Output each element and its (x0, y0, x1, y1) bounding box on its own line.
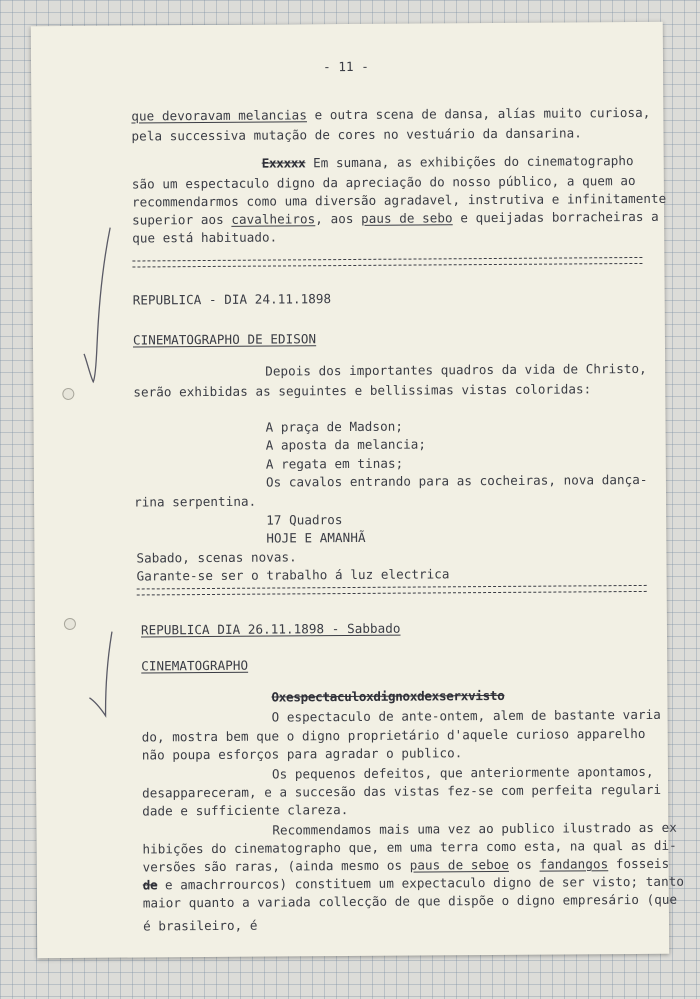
struck-word: de (142, 877, 158, 893)
list-item: 17 Quadros (266, 512, 343, 528)
text-line: Garante-se ser o trabalho á luz electrica (136, 566, 450, 584)
punch-hole-icon (64, 618, 76, 630)
text-line: é brasileiro, é (142, 917, 258, 934)
text-line: pela successiva mutação de cores no vestuário da dansarina. (131, 125, 582, 144)
underlined-phrase: paus de seboe (409, 856, 510, 873)
text-span: , aos (315, 210, 362, 227)
underlined-phrase: que devoravam melancias (131, 107, 307, 124)
text-line: maior quanto a variada collecção de que dispõe o digno empresário (que (142, 891, 678, 911)
text-span: e amachrrourcos) constituem um expectaculo digno de ser visto; tanto (157, 873, 684, 893)
page-number: - 11 - (322, 58, 369, 75)
text-line: Os pequenos defeitos, que anteriormente apontamos, (271, 763, 654, 782)
text-line (132, 208, 659, 230)
list-item: A regata em tinas; (265, 455, 404, 472)
text-line: recommendarmos como uma diversão agradavel, instrutiva e infinitamente (131, 190, 667, 210)
text-line: serão exhibidas as seguintes e bellissimas vistas coloridas: (133, 381, 592, 400)
list-item: A praça de Madson; (265, 418, 403, 435)
text-line: são um espectaculo digno da apreciação do nosso público, a quem ao (131, 172, 636, 192)
section-heading: REPUBLICA DIA 26.11.1898 - Sabbado (140, 620, 401, 638)
text-line: Recommendamos mais uma vez ao publico ilustrado as ex (272, 819, 677, 838)
text-span: e queijadas borracheiras a (452, 208, 659, 226)
struck-word: Exxxxx (261, 155, 306, 171)
list-item: rina serpentina. (134, 493, 257, 510)
text-span: Em sumana, as exhibições do cinematographo (305, 153, 634, 171)
text-span: e outra scena de dansa, alías muito curiosa, (306, 104, 651, 123)
list-item: HOJE E AMANHÃ (266, 529, 366, 546)
text-line: Depois dos importantes quadros da vida de Christo, (265, 360, 647, 379)
section-subheading: CINEMATOGRAPHO DE EDISON (132, 331, 317, 348)
struck-line: Oxespectaculoxdignoxdexserxvisto (271, 687, 505, 705)
text-line (262, 152, 634, 173)
text-span: superior aos (132, 211, 232, 228)
text-line: O espectaculo de ante-ontem, alem de bastante varia (271, 706, 661, 725)
punch-hole-icon (62, 388, 74, 400)
text-span: os (508, 856, 540, 872)
text-line: Sabado, scenas novas. (136, 549, 297, 566)
list-item: A aposta da melancia; (265, 436, 427, 453)
section-subheading: CINEMATOGRAPHO (141, 657, 249, 674)
text-line: dade e sufficiente clareza. (142, 802, 349, 819)
text-span: fosseis (608, 855, 670, 872)
text-line: não poupa esforços para agradar o publico. (141, 745, 463, 763)
section-heading: REPUBLICA - DIA 24.11.1898 (132, 291, 332, 308)
pencil-check-mark-icon (80, 226, 115, 386)
document-page (31, 22, 684, 958)
dashed-divider (137, 585, 647, 596)
underlined-phrase: fandangos (539, 856, 609, 872)
text-line (131, 104, 650, 126)
underlined-phrase: paus de sebo (361, 210, 453, 226)
text-span: versões são raras, (ainda mesmo os (142, 857, 410, 875)
list-item: Os cavalos entrando para as cocheiras, nova dança- (265, 471, 648, 490)
dashed-divider (132, 257, 642, 268)
underlined-phrase: cavalheiros (231, 211, 316, 227)
text-line: desappareceram, e a succesão das vistas fez-se com perfeita regulari (142, 781, 662, 801)
text-line: do, mostra bem que o digno proprietário d'aquele curioso apparelho (141, 725, 646, 745)
pencil-check-mark-icon (87, 630, 116, 720)
text-line: que está habituado. (132, 229, 278, 246)
text-line: hibições do cinematographo que, em uma terra como esta, na qual as di- (142, 837, 677, 857)
